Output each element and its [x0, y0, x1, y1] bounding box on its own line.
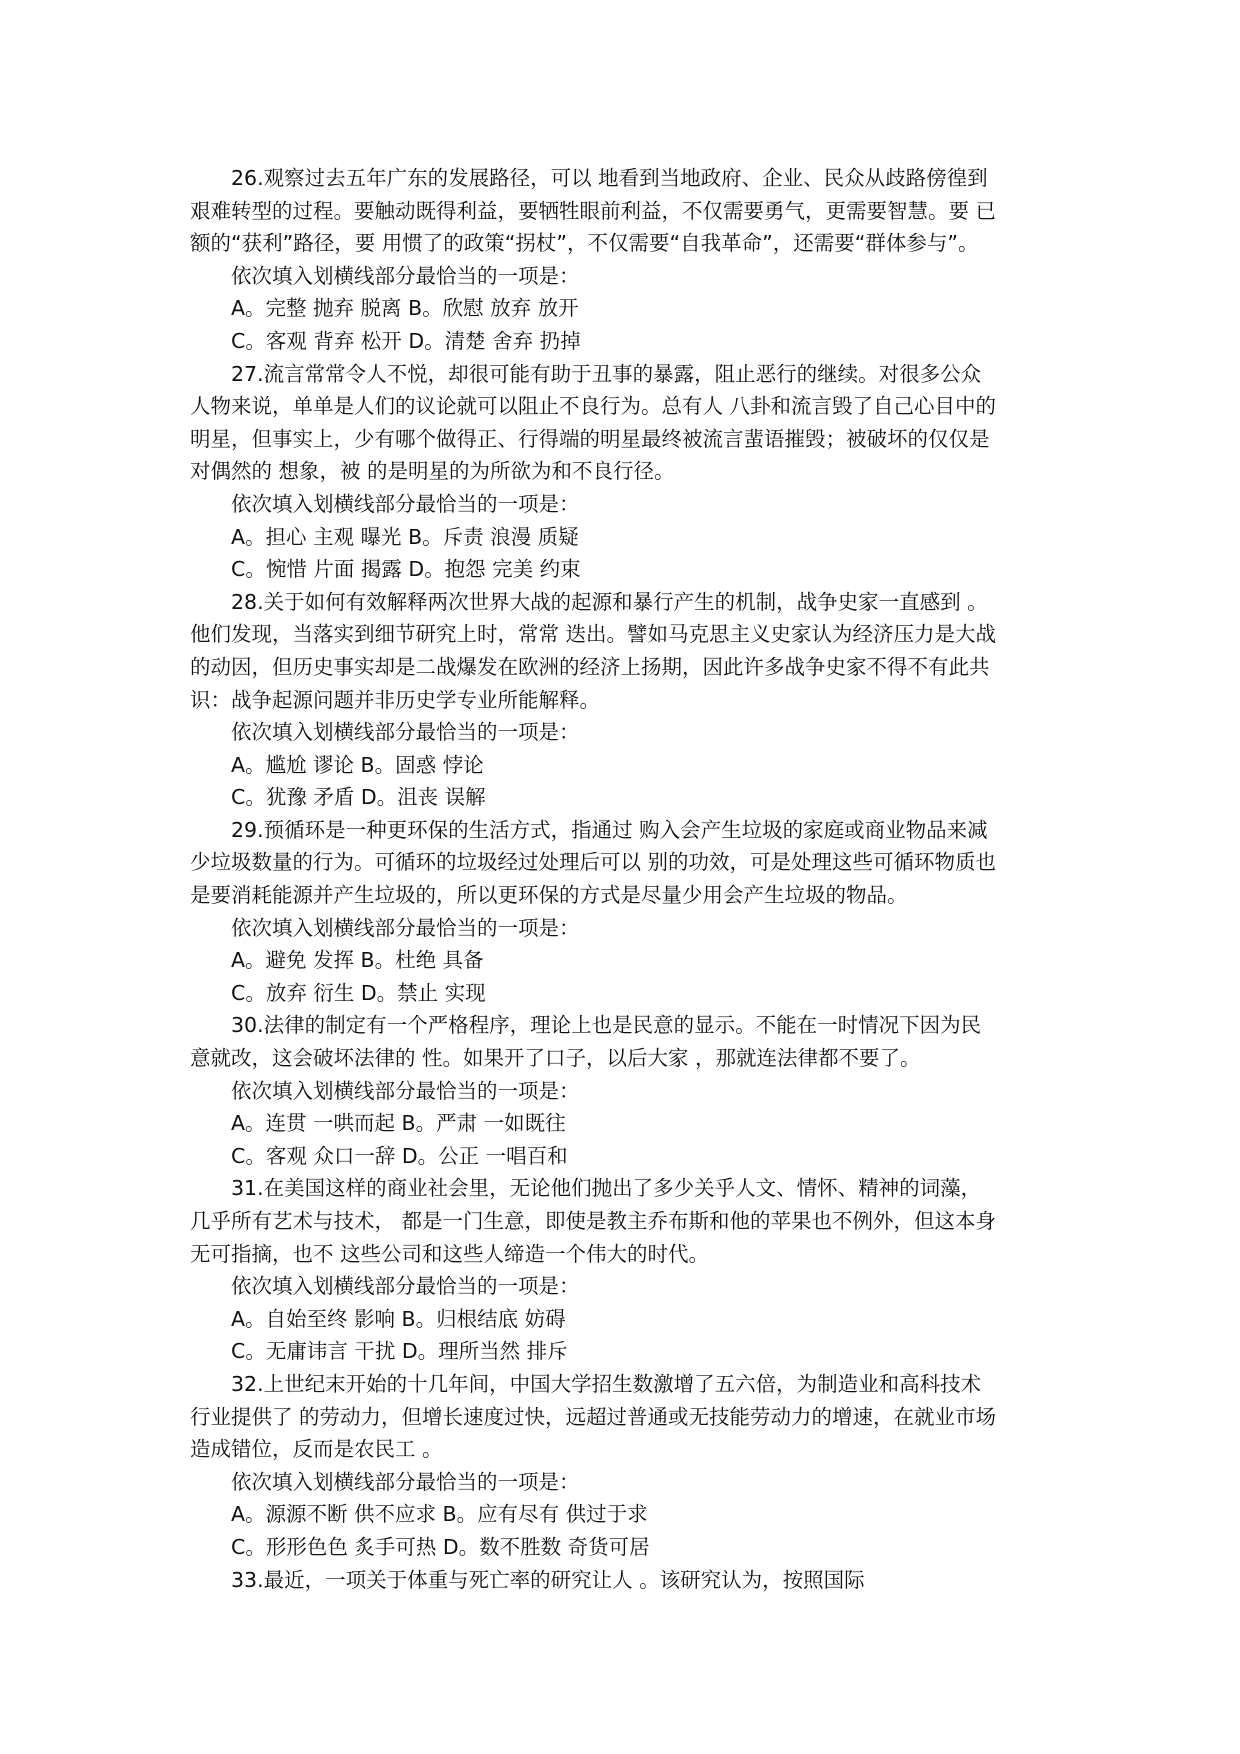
question-text-line: 32.上世纪末开始的十几年间，中国大学招生数激增了五六倍，为制造业和高科技术	[231, 1371, 982, 1396]
question-text-line: 31.在美国这样的商业社会里，无论他们抛出了多少关乎人文、情怀、精神的词藻，	[231, 1176, 982, 1201]
question-prompt: 依次填入划横线部分最恰当的一项是：	[231, 720, 580, 745]
question-text-line: 明星，但事实上，少有哪个做得正、行得端的明星最终被流言蜚语摧毁；被破坏的仅仅是	[190, 426, 990, 451]
question-prompt: 依次填入划横线部分最恰当的一项是：	[231, 1078, 580, 1103]
question-text-line: 30.法律的制定有一个严格程序，理论上也是民意的显示。不能在一时情况下因为民	[231, 1013, 982, 1038]
answer-options: C。犹豫 矛盾 D。沮丧 误解	[231, 785, 486, 810]
question-text-line: 33.最近，一项关于体重与死亡率的研究让人 。该研究认为，按照国际	[231, 1567, 865, 1592]
question-text-line: 行业提供了 的劳动力，但增长速度过快，远超过普通或无技能劳动力的增速，在就业市场	[190, 1404, 997, 1429]
question-33	[190, 1564, 1070, 1597]
question-text-line: 少垃圾数量的行为。可循环的垃圾经过处理后可以 别的功效，可是处理这些可循环物质也	[190, 850, 997, 875]
question-prompt: 依次填入划横线部分最恰当的一项是：	[231, 491, 580, 516]
question-32	[190, 1368, 1070, 1564]
answer-options: C。无庸讳言 干扰 D。理所当然 排斥	[231, 1339, 568, 1364]
question-text-line: 对偶然的 想象，被 的是明星的为所欲为和不良行径。	[190, 459, 675, 484]
question-text-line: 意就改，这会破坏法律的 性。如果开了口子，以后大家 ，那就连法律都不要了。	[190, 1046, 921, 1071]
question-text-line: 27.流言常常令人不悦，却很可能有助于丑事的暴露，阻止恶行的继续。对很多公众	[231, 361, 982, 386]
question-text-line: 29.预循环是一种更环保的生活方式，指通过 购入会产生垃圾的家庭或商业物品来减	[231, 817, 988, 842]
question-text-line: 无可指摘，也不 这些公司和这些人缔造一个伟大的时代。	[190, 1241, 710, 1266]
answer-options: C。形形色色 炙手可热 D。数不胜数 奇货可居	[231, 1534, 650, 1559]
question-26	[190, 162, 1070, 358]
answer-options: A。避免 发挥 B。杜绝 具备	[231, 948, 484, 973]
question-text-line: 他们发现，当落实到细节研究上时，常常 迭出。譬如马克思主义史家认为经济压力是大战	[190, 622, 997, 647]
answer-options: A。源源不断 供不应求 B。应有尽有 供过于求	[231, 1502, 648, 1527]
question-prompt: 依次填入划横线部分最恰当的一项是：	[231, 1469, 580, 1494]
answer-options: C。放弃 衍生 D。禁止 实现	[231, 980, 486, 1005]
question-text-line: 艰难转型的过程。要触动既得利益，要牺牲眼前利益，不仅需要勇气，更需要智慧。要 已	[190, 198, 997, 223]
answer-options: C。客观 背弃 松开 D。清楚 舍弃 扔掉	[231, 328, 581, 353]
question-text-line: 额的“获利”路径，要 用惯了的政策“拐杖”，不仅需要“自我革命”，还需要“群体参与”。	[190, 231, 979, 256]
question-prompt: 依次填入划横线部分最恰当的一项是：	[231, 915, 580, 940]
answer-options: C。客观 众口一辞 D。公正 一唱百和	[231, 1143, 568, 1168]
question-text-line: 人物来说，单单是人们的议论就可以阻止不良行为。总有人 八卦和流言毁了自己心目中的	[190, 394, 997, 419]
question-31	[190, 1172, 1070, 1368]
question-text-line: 造成错位，反而是农民工 。	[190, 1437, 443, 1462]
answer-options: A。连贯 一哄而起 B。严肃 一如既往	[231, 1111, 566, 1136]
answer-options: A。担心 主观 曝光 B。斥责 浪漫 质疑	[231, 524, 579, 549]
question-text-line: 几乎所有艺术与技术， 都是一门生意，即使是教主乔布斯和他的苹果也不例外，但这本身	[190, 1209, 997, 1233]
answer-options: C。惋惜 片面 揭露 D。抱怨 完美 约束	[231, 557, 581, 582]
question-prompt: 依次填入划横线部分最恰当的一项是：	[231, 263, 580, 288]
answer-options: A。自始至终 影响 B。归根结底 妨碍	[231, 1306, 566, 1331]
answer-options: A。完整 抛弃 脱离 B。欣慰 放弃 放开	[231, 296, 579, 321]
question-prompt: 依次填入划横线部分最恰当的一项是：	[231, 1274, 580, 1299]
question-text-line: 28.关于如何有效解释两次世界大战的起源和暴行产生的机制，战争史家一直感到 。	[231, 589, 988, 614]
question-30	[190, 1009, 1070, 1172]
question-text-line: 识：战争起源问题并非历史学专业所能解释。	[190, 687, 600, 712]
document-page	[190, 162, 1070, 1596]
question-27	[190, 358, 1070, 586]
question-text-line: 是要消耗能源并产生垃圾的，所以更环保的方式是尽量少用会产生垃圾的物品。	[190, 883, 908, 908]
question-29	[190, 814, 1070, 1010]
answer-options: A。尴尬 谬论 B。固惑 悖论	[231, 752, 484, 777]
question-text-line: 26.观察过去五年广东的发展路径，可以 地看到当地政府、企业、民众从歧路傍徨到	[231, 166, 988, 190]
question-28	[190, 586, 1070, 814]
question-text-line: 的动因，但历史事实却是二战爆发在欧洲的经济上扬期，因此许多战争史家不得不有此共	[190, 654, 990, 679]
